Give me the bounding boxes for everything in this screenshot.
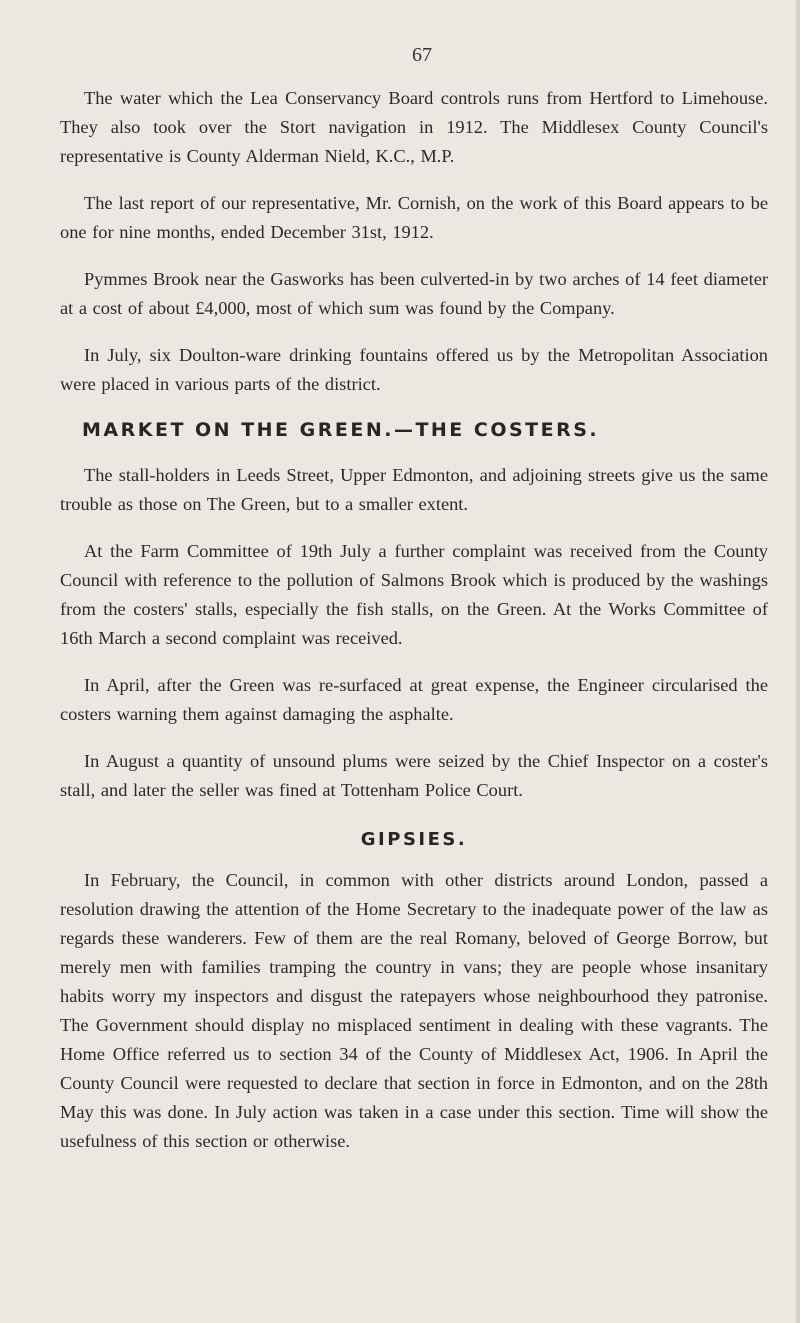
paragraph: In August a quantity of unsound plums were seized by the Chief Inspector on a coster's stall, and later the seller was fined at Tottenham Police Court. <box>60 751 768 800</box>
paragraph: The stall-holders in Leeds Street, Upper Edmonton, and adjoining streets give us the same trouble as those on The Green, but to a smaller extent. <box>60 465 768 514</box>
section-heading-market: MARKET ON THE GREEN.—THE COSTERS. <box>82 419 600 441</box>
page-number: 67 <box>412 44 432 66</box>
paragraph: The water which the Lea Conservancy Board controls runs from Hertford to Limehouse. They also took over the Stort navigation in 1912. The Middlesex County Council's representative is County Alderman Nield, K.C., M.P. <box>60 88 768 166</box>
page-body <box>60 84 768 1174</box>
paragraph: Pymmes Brook near the Gasworks has been culverted-in by two arches of 14 feet diameter at a cost of about £4,000, most of which sum was found by the Company. <box>60 269 768 318</box>
paragraph: In February, the Council, in common with other districts around London, passed a resolution drawing the attention of the Home Secretary to the inadequate power of the law as regards these wanderers. Few of them are the real Romany, beloved of George Borrow, but merely men with families tramping the country in vans; they are people whose insanitary habits worry my inspectors and disgust the ratepayers whose neighbourhood they patronise. The Government should display no misplaced sentiment in dealing with these vagrants. The Home Office referred us to section 34 of the County of Middlesex Act, 1906. In April the County Council were requested to declare that section in force in Edmonton, and on the 28th May this was done. In July action was taken in a case under this section. Time will show the usefulness of this section or otherwise. <box>60 870 768 1151</box>
section-heading-gipsies: GIPSIES. <box>360 829 468 850</box>
paragraph: The last report of our representative, Mr. Cornish, on the work of this Board appears to be one for nine months, ended December 31st, 1912. <box>60 193 768 242</box>
paragraph: In July, six Doulton-ware drinking fountains offered us by the Metropolitan Association were placed in various parts of the district. <box>60 345 768 394</box>
paragraph: In April, after the Green was re-surfaced at great expense, the Engineer circularised the costers warning them against damaging the asphalte. <box>60 675 768 724</box>
page-edge <box>796 0 800 1323</box>
paragraph: At the Farm Committee of 19th July a further complaint was received from the County Council with reference to the pollution of Salmons Brook which is produced by the washings from the costers' stalls, especially the fish stalls, on the Green. At the Works Committee of 16th March a second complaint was received. <box>60 541 768 648</box>
